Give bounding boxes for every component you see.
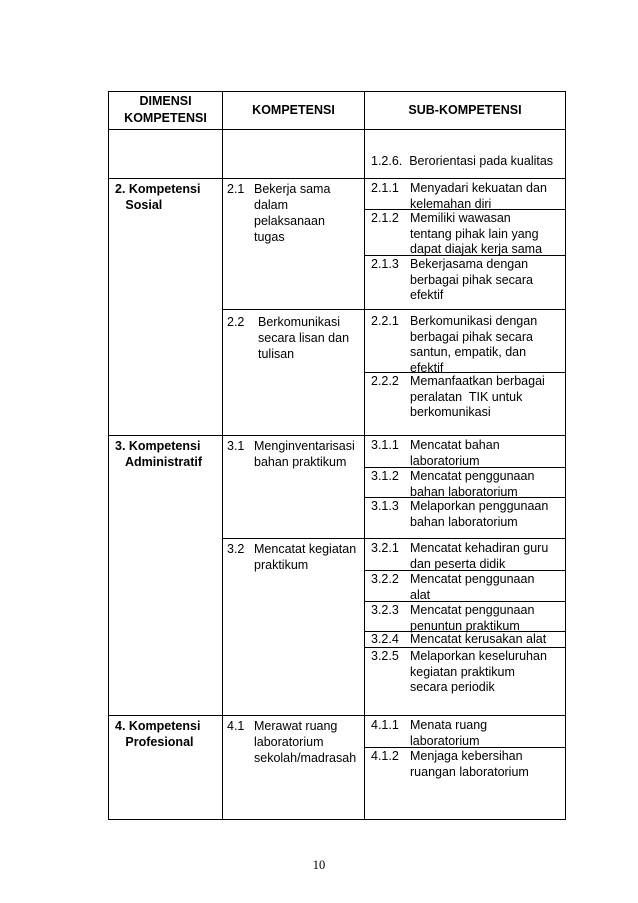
sub-number: 3.1.2 bbox=[371, 469, 399, 483]
sub-text: Mencatat kehadiran guru dan peserta didik bbox=[410, 541, 549, 571]
sub-number: 2.1.2 bbox=[371, 211, 399, 225]
sub-number: 2.1.1 bbox=[371, 181, 399, 195]
competency-3-1 bbox=[227, 438, 364, 502]
sub-text: Bekerjasama dengan berbagai pihak secara efektif bbox=[410, 257, 533, 303]
sub-number: 2.1.3 bbox=[371, 257, 399, 271]
dimension-administratif: 3. Kompetensi Administratif bbox=[115, 439, 203, 469]
sub-text: Memiliki wawasan tentang pihak lain yang dapat diajak kerja sama bbox=[410, 211, 543, 257]
sub-text: Melaporkan penggunaan bahan laboratorium bbox=[410, 499, 549, 529]
sub-number: 2.2.2 bbox=[371, 374, 399, 388]
sub-number: 3.2.2 bbox=[371, 572, 399, 586]
row-divider bbox=[109, 178, 565, 179]
sub-number: 3.2.5 bbox=[371, 649, 399, 663]
competency-4-1 bbox=[227, 718, 364, 782]
sub-number: 2.2.1 bbox=[371, 314, 399, 328]
sub-text: Menata ruang laboratorium bbox=[410, 718, 488, 748]
header-dimensi: DIMENSI KOMPETENSI bbox=[124, 94, 207, 125]
sub-2-2-1 bbox=[371, 314, 565, 376]
competency-number: 4.1 bbox=[227, 719, 245, 733]
competency-3-2 bbox=[227, 541, 364, 605]
competency-number: 2.2 bbox=[227, 315, 245, 329]
sub-number: 3.2.1 bbox=[371, 541, 399, 555]
column-divider bbox=[364, 92, 365, 819]
header-kompetensi: KOMPETENSI bbox=[252, 103, 335, 117]
column-divider bbox=[222, 92, 223, 819]
competency-number: 3.1 bbox=[227, 439, 245, 453]
continued-sub-item: 1.2.6. Berorientasi pada kualitas bbox=[371, 154, 554, 168]
competency-text: Merawat ruang laboratorium sekolah/madrasah bbox=[254, 719, 357, 765]
competency-text: Bekerja sama dalam pelaksanaan tugas bbox=[254, 182, 331, 244]
sub-4-1-2 bbox=[371, 749, 565, 811]
sub-text: Berkomunikasi dengan berbagai pihak secara santun, empatik, dan efektif bbox=[410, 314, 538, 375]
sub-2-2-2 bbox=[371, 374, 565, 436]
sub-text: Mencatat kerusakan alat bbox=[410, 632, 547, 646]
competency-text: Menginventarisasi bahan praktikum bbox=[254, 439, 355, 469]
sub-number: 3.2.4 bbox=[371, 632, 399, 646]
sub-number: 3.1.1 bbox=[371, 438, 399, 452]
page-number: 10 bbox=[312, 858, 326, 872]
row-divider bbox=[109, 715, 565, 716]
header-sub-kompetensi: SUB-KOMPETENSI bbox=[408, 103, 522, 117]
competency-2-2 bbox=[227, 314, 364, 378]
sub-2-1-3 bbox=[371, 257, 565, 319]
dimension-profesional: 4. Kompetensi Profesional bbox=[115, 719, 201, 749]
sub-text: Menyadari kekuatan dan kelemahan diri bbox=[410, 181, 547, 211]
row-divider bbox=[109, 129, 565, 130]
competency-table bbox=[108, 91, 566, 820]
competency-text: Mencatat kegiatan praktikum bbox=[254, 542, 357, 572]
dimension-sosial: 2. Kompetensi Sosial bbox=[115, 182, 201, 212]
competency-number: 3.2 bbox=[227, 542, 245, 556]
sub-number: 3.2.3 bbox=[371, 603, 399, 617]
competency-2-1 bbox=[227, 181, 364, 245]
sub-number: 4.1.1 bbox=[371, 718, 399, 732]
sub-number: 3.1.3 bbox=[371, 499, 399, 513]
sub-text: Mencatat bahan laboratorium bbox=[410, 438, 500, 468]
sub-text: Mencatat penggunaan penuntun praktikum bbox=[410, 603, 535, 633]
sub-text: Mencatat penggunaan alat bbox=[410, 572, 535, 602]
sub-text: Melaporkan keseluruhan kegiatan praktikum secara periodik bbox=[410, 649, 547, 695]
sub-text: Menjaga kebersihan ruangan laboratorium bbox=[410, 749, 529, 779]
sub-3-2-5 bbox=[371, 649, 565, 711]
competency-text: Berkomunikasi secara lisan dan tulisan bbox=[258, 315, 350, 361]
sub-text: Memanfaatkan berbagai peralatan TIK untuk berkomunikasi bbox=[410, 374, 545, 420]
sub-number: 4.1.2 bbox=[371, 749, 399, 763]
competency-number: 2.1 bbox=[227, 182, 245, 196]
sub-text: Mencatat penggunaan bahan laboratorium bbox=[410, 469, 535, 499]
